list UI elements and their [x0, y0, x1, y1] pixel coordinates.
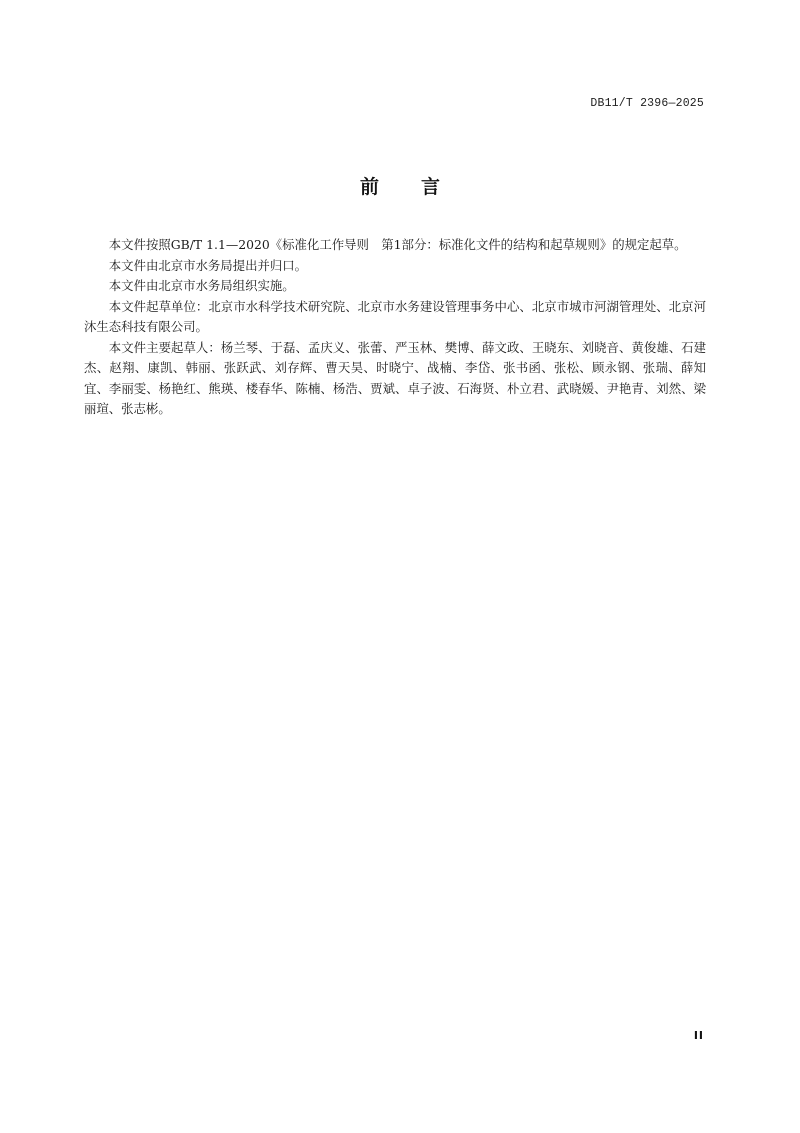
paragraph-implementer: 本文件由北京市水务局组织实施。 [108, 278, 295, 293]
paragraph-drafting-units: 本文件起草单位：北京市水科学技术研究院、北京市水务建设管理事务中心、北京市城市河湖管理处、北京河沐生态科技有限公司。 [84, 298, 706, 334]
paragraph-main-drafters: 本文件主要起草人：杨兰琴、于磊、孟庆义、张蕾、严玉林、樊博、薛文政、王晓东、刘晓音、黄俊雄、石建杰、赵翔、康凯、韩丽、张跃武、刘存辉、曹天昊、时晓宁、战楠、李岱、张书函、张松、顾永钢、张瑞、薛知宜、李丽雯、杨艳红、熊瑛、楼春华、陈楠、杨浩、贾斌、卓子波、石海贤、朴立君、武晓媛、尹艳青、刘然、梁丽瑄、张志彬。 [84, 339, 706, 416]
paragraph-proposer: 本文件由北京市水务局提出并归口。 [108, 257, 308, 273]
page-number: II [693, 1029, 704, 1042]
page-title [0, 172, 800, 199]
document-body [84, 235, 706, 420]
title-char-1: 前 [359, 176, 379, 198]
paragraph-drafting-basis: 本文件按照GB/T 1.1—2020《标准化工作导则 第1部分：标准化文件的结构和起草规则》的规定起草。 [108, 237, 687, 252]
standard-code: DB11/T 2396—2025 [590, 97, 704, 110]
title-char-2: 言 [421, 176, 441, 198]
